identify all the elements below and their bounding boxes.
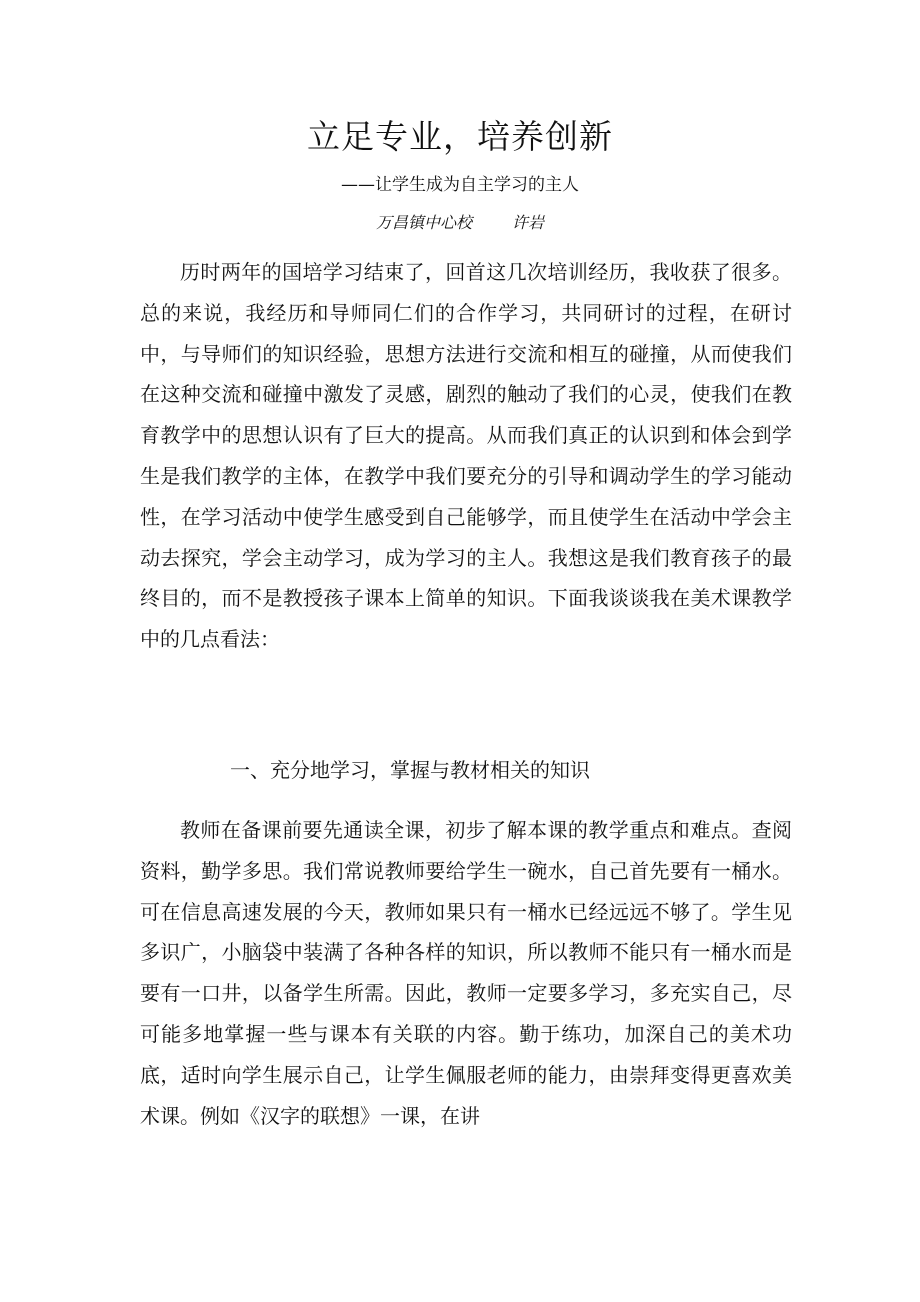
author-name: 许岩	[512, 213, 545, 232]
document-title: 立足专业，培养创新	[307, 117, 613, 156]
body-paragraph: 教师在备课前要先通读全课，初步了解本课的教学重点和难点。查阅资料，勤学多思。我们常说教师要给学生一碗水，自己首先要有一桶水。可在信息高速发展的今天，教师如果只有一桶水已经远远不够了。学生见多识广，小脑袋中装满了各种各样的知识，所以教师不能只有一桶水而是要有一口井，以备学生所需。因此，教师一定要多学习，多充实自己，尽可能多地掌握一些与课本有关联的内容。勤于练功，加深自己的美术功底，适时向学生展示自己，让学生佩服老师的能力，由崇拜变得更喜欢美术课。例如《汉字的联想》一课，在讲	[140, 818, 792, 1128]
author-line	[0, 210, 920, 236]
section-heading: 一、充分地学习，掌握与教材相关的知识	[230, 758, 590, 782]
author-school: 万昌镇中心校	[375, 213, 472, 232]
body-paragraph: 历时两年的国培学习结束了，回首这几次培训经历，我收获了很多。总的来说，我经历和导师同仁们的合作学习，共同研讨的过程，在研讨中，与导师们的知识经验，思想方法进行交流和相互的碰撞，从而使我们在这种交流和碰撞中激发了灵感，剧烈的触动了我们的心灵，使我们在教育教学中的思想认识有了巨大的提高。从而我们真正的认识到和体会到学生是我们教学的主体，在教学中我们要充分的引导和调动学生的学习能动性，在学习活动中使学生感受到自己能够学，而且使学生在活动中学会主动去探究，学会主动学习，成为学习的主人。我想这是我们教育孩子的最终目的，而不是教授孩子课本上简单的知识。下面我谈谈我在美术课教学中的几点看法：	[140, 260, 792, 652]
document-subtitle: ——让学生成为自主学习的主人	[341, 175, 579, 195]
